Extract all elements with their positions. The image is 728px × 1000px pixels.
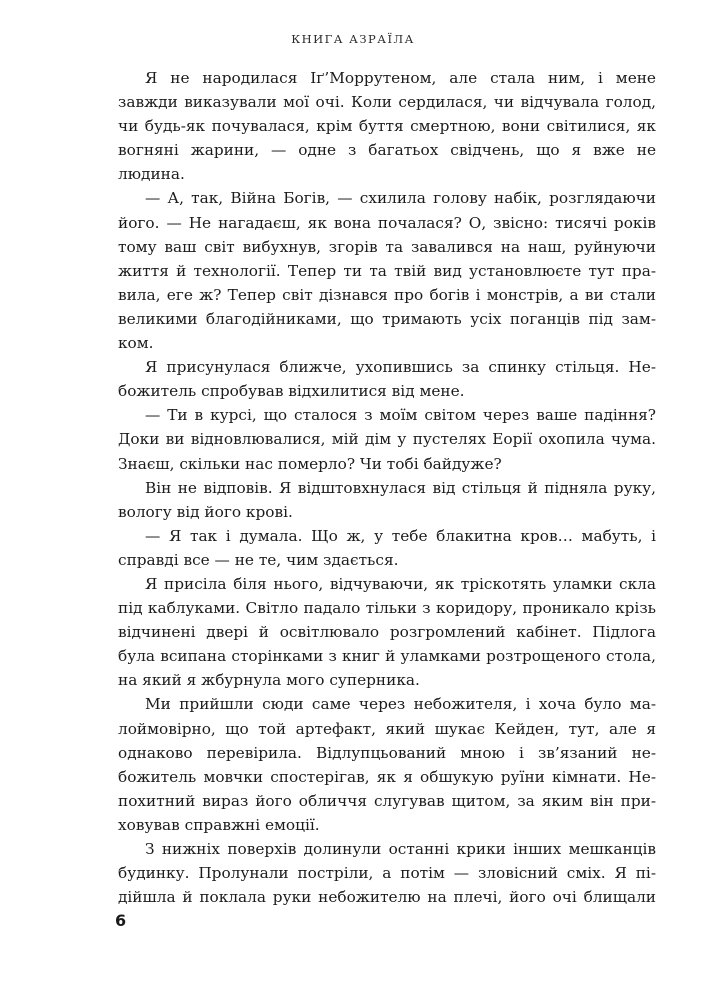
paragraph: Я присунулася ближче, ухопившись за спинку стільця. Небожитель спробував відхилитися від мене.	[118, 358, 656, 401]
paragraph: Ми прийшли сюди саме через небожителя, і хоча було малоймовірно, що той артефакт, який шукає Кейден, тут, але я однаково перевірила. Відлупцьований мною і зв’язаний небожитель мовчки спостерігав, як я обшукую руїни кімнати. Непохитний вираз його обличчя слугував щитом, за яким він приховував справжні емоції.	[118, 695, 656, 834]
paragraph: — Я так і думала. Що ж, у тебе блакитна кров… мабуть, і справді все — не те, чим здається.	[118, 526, 656, 569]
paragraph: — Ти в курсі, що сталося з моїм світом через ваше падіння? Доки ви відновлювалися, мій дім у пустелях Еорії охопила чума. Знаєш, скільки нас померло? Чи тобі байдуже?	[118, 406, 656, 473]
page-number: 6	[115, 911, 127, 930]
paragraph: Він не відповів. Я відштовхнулася від стільця й підняла руку, вологу від його крові.	[118, 478, 656, 521]
running-head: КНИГА АЗРАЇЛА	[291, 32, 415, 46]
paragraph: Я не народилася Іґ’Моррутеном, але стала ним, і мене завжди виказували мої очі. Коли сердилася, чи відчувала голод, чи будь-як почувалася, крім буття смертною, вони світилися, як вогняні жарини, — одне з багатьох свідчень, що я вже не людина.	[118, 69, 656, 184]
paragraph: Я присіла біля нього, відчуваючи, як тріскотять уламки скла під каблуками. Світло падало тільки з коридору, проникало крізь відчинені двері й освітлювало розгромлений кабінет. Підлога була всипана сторінками з книг й уламками розтрощеного стола, на який я жбурнула мого суперника.	[118, 574, 656, 690]
body-text	[118, 66, 656, 909]
paragraph: — А, так, Війна Богів, — схилила голову набік, розглядаючи його. — Не нагадаєш, як вона почалася? О, звісно: тисячі років тому ваш світ вибухнув, згорів та завалився на наш, руйнуючи життя й технології. Тепер ти та твій вид установлюєте тут правила, еге ж? Тепер світ дізнався про богів і монстрів, а ви стали великими благодійниками, що тримають усіх поганців під замком.	[118, 189, 656, 353]
paragraph: З нижніх поверхів долинули останні крики інших мешканців будинку. Пролунали постріли, а потім — зловісний сміх. Я підійшла й поклала руки небожителю на плечі, його очі блищали	[118, 840, 656, 907]
